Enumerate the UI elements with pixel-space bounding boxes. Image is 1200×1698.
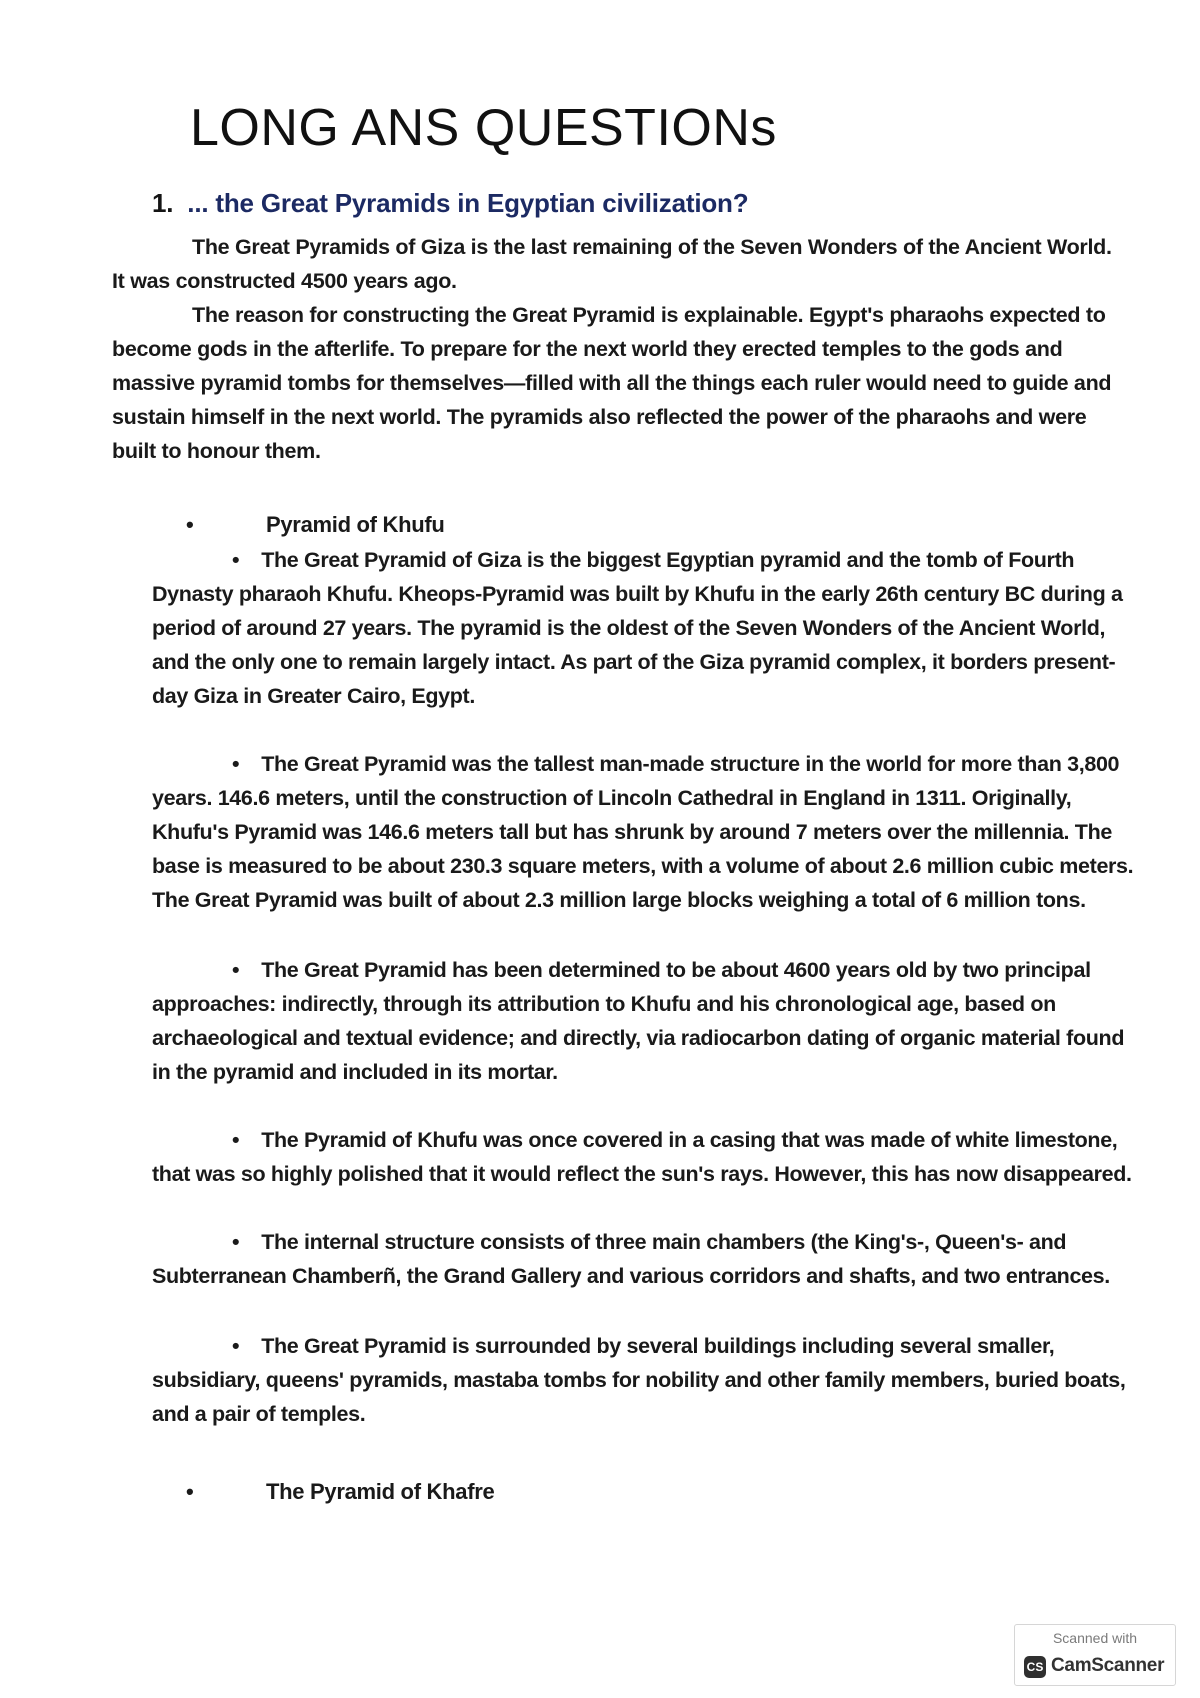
section-heading-text: Pyramid of Khufu bbox=[266, 512, 445, 537]
watermark-caption: Scanned with bbox=[1052, 1630, 1138, 1646]
intro-paragraph: The Great Pyramids of Giza is the last remaining of the Seven Wonders of the Ancient World. It was constructed 4500 years ago. bbox=[112, 235, 1112, 293]
bullet-icon: • bbox=[186, 512, 194, 537]
question-text: ... the Great Pyramids in Egyptian civilization? bbox=[187, 188, 749, 218]
question-number: 1. bbox=[152, 188, 174, 218]
intro-paragraph: The reason for constructing the Great Pyramid is explainable. Egypt's pharaohs expected to become gods in the afterlife. To prepare for the next world they erected temples to the gods and massive pyramid tombs for themselves—filled with all the things each ruler would need to guide and sustain himself in the next world. The pyramids also reflected the power of the pharaohs and were built to honour them. bbox=[112, 303, 1112, 463]
section-heading-text: The Pyramid of Khafre bbox=[266, 1479, 495, 1504]
bullet-point-text: The Great Pyramid of Giza is the biggest Egyptian pyramid and the tomb of Fourth Dynasty pharaoh Khufu. Kheops-Pyramid was built by Khufu in the early 26th century BC during a period of around 27 years. The pyramid is the oldest of the Seven Wonders of the Ancient World, and the only one to remain largely intact. As part of the Giza pyramid complex, it borders present-day Giza in Greater Cairo, Egypt. bbox=[152, 548, 1123, 708]
section-heading-khufu bbox=[186, 510, 445, 540]
bullet-point-text: The Great Pyramid is surrounded by several buildings including several smaller, subsidiary, queens' pyramids, mastaba tombs for nobility and other family members, buried boats, and a pair of temples. bbox=[152, 1334, 1126, 1426]
section-heading-khafre bbox=[186, 1477, 494, 1507]
bullet-icon: • bbox=[232, 1230, 240, 1254]
bullet-icon: • bbox=[232, 548, 240, 572]
bullet-icon: • bbox=[232, 958, 240, 982]
watermark-brand: CamScanner bbox=[1051, 1655, 1165, 1676]
bullet-point bbox=[152, 1225, 1137, 1293]
bullet-icon: • bbox=[232, 1128, 240, 1152]
bullet-point bbox=[152, 543, 1137, 713]
bullet-icon: • bbox=[186, 1479, 194, 1504]
bullet-icon: • bbox=[232, 752, 240, 776]
bullet-point bbox=[152, 953, 1137, 1089]
bullet-point-text: The internal structure consists of three main chambers (the King's-, Queen's- and Subterranean Chamberñ, the Grand Gallery and various corridors and shafts, and two entrances. bbox=[152, 1230, 1110, 1288]
bullet-point bbox=[152, 747, 1137, 917]
bullet-icon: • bbox=[232, 1334, 240, 1358]
camscanner-watermark bbox=[1014, 1624, 1176, 1686]
question-heading bbox=[152, 188, 748, 219]
bullet-point-text: The Pyramid of Khufu was once covered in a casing that was made of white limestone, that was so highly polished that it would reflect the sun's rays. However, this has now disappeared. bbox=[152, 1128, 1132, 1186]
bullet-point bbox=[152, 1329, 1137, 1431]
bullet-point-text: The Great Pyramid has been determined to be about 4600 years old by two principal approaches: indirectly, through its attribution to Khufu and his chronological age, based on archaeological and textual evidence; and directly, via radiocarbon dating of organic material found in the pyramid and included in its mortar. bbox=[152, 958, 1125, 1084]
bullet-point bbox=[152, 1123, 1137, 1191]
camscanner-logo-icon: CS bbox=[1024, 1656, 1046, 1678]
page-title: LONG ANS QUESTIONs bbox=[190, 99, 777, 157]
bullet-point-text: The Great Pyramid was the tallest man-made structure in the world for more than 3,800 years. 146.6 meters, until the construction of Lincoln Cathedral in England in 1311. Originally, Khufu's Pyramid was 146.6 meters tall but has shrunk by around 7 meters over the millennia. The base is measured to be about 230.3 square meters, with a volume of about 2.6 million cubic meters. The Great Pyramid was built of about 2.3 million large blocks weighing a total of 6 million tons. bbox=[152, 752, 1134, 912]
